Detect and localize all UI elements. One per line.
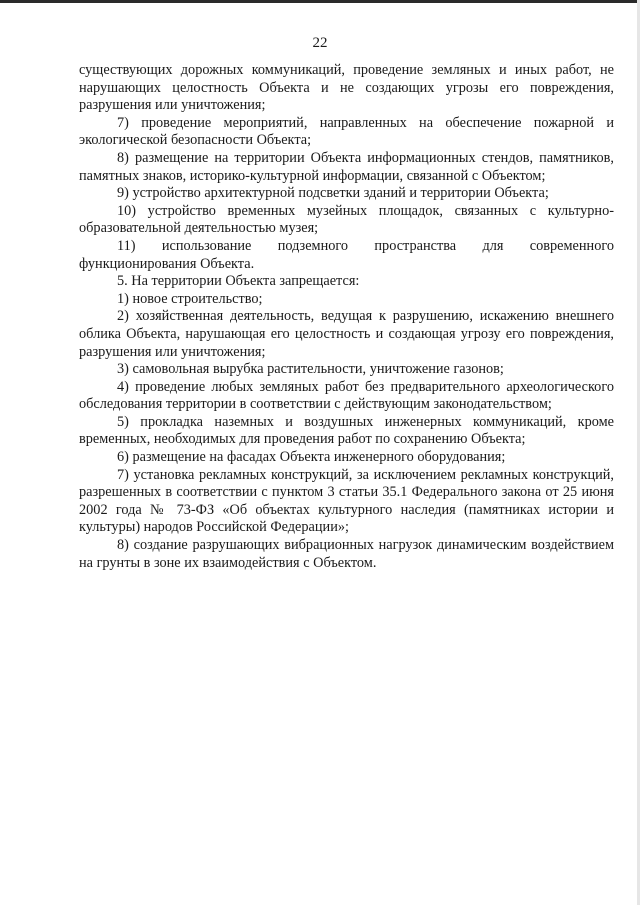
paragraph: 2) хозяйственная деятельность, ведущая к разрушению, искажению внешнего облика Объекта, нарушающая его целостность и создающая угрозу его повреждения, разрушения или уничтожения; (79, 308, 614, 360)
paragraph: 7) проведение мероприятий, направленных на обеспечение пожарной и экологической безопасности Объекта; (79, 114, 614, 149)
paragraph: 5) прокладка наземных и воздушных инженерных коммуникаций, кроме временных, необходимых для проведения работ по сохранению Объекта; (79, 413, 614, 448)
paragraph: 8) размещение на территории Объекта информационных стендов, памятников, памятных знаков, историко-культурной информации, связанной с Объектом; (79, 149, 614, 184)
paragraph: 6) размещение на фасадах Объекта инженерного оборудования; (117, 449, 506, 466)
paragraph: 4) проведение любых земляных работ без предварительного археологического обследования территории в соответствии с действующим законодательством; (79, 378, 614, 413)
paragraph: существующих дорожных коммуникаций, проведение земляных и иных работ, не нарушающих целостность Объекта и не создающих угрозы его повреждения, разрушения или уничтожения; (79, 62, 614, 114)
paragraph: 11) использование подземного пространства для современного функционирования Объекта. (79, 237, 614, 272)
scan-edge-top (0, 0, 640, 3)
document-body (79, 62, 614, 572)
paragraph: 3) самовольная вырубка растительности, уничтожение газонов; (117, 361, 504, 378)
paragraph: 1) новое строительство; (117, 290, 263, 307)
page-number: 22 (312, 35, 328, 51)
paragraph: 8) создание разрушающих вибрационных нагрузок динамическим воздействием на грунты в зоне их взаимодействия с Объектом. (79, 537, 614, 571)
paragraph: 9) устройство архитектурной подсветки зданий и территории Объекта; (117, 185, 549, 202)
section-heading: 5. На территории Объекта запрещается: (117, 273, 360, 290)
paragraph: 7) установка рекламных конструкций, за исключением рекламных конструкций, разрешенных в соответствии с пунктом 3 статьи 35.1 Федерального закона от 25 июня 2002 года № 73-ФЗ «Об объектах культурного наследия (памятниках истории и культуры) народов Российской Федерации»; (79, 466, 614, 536)
paragraph: 10) устройство временных музейных площадок, связанных с культурно-образовательной деятельностью музея; (79, 202, 614, 237)
